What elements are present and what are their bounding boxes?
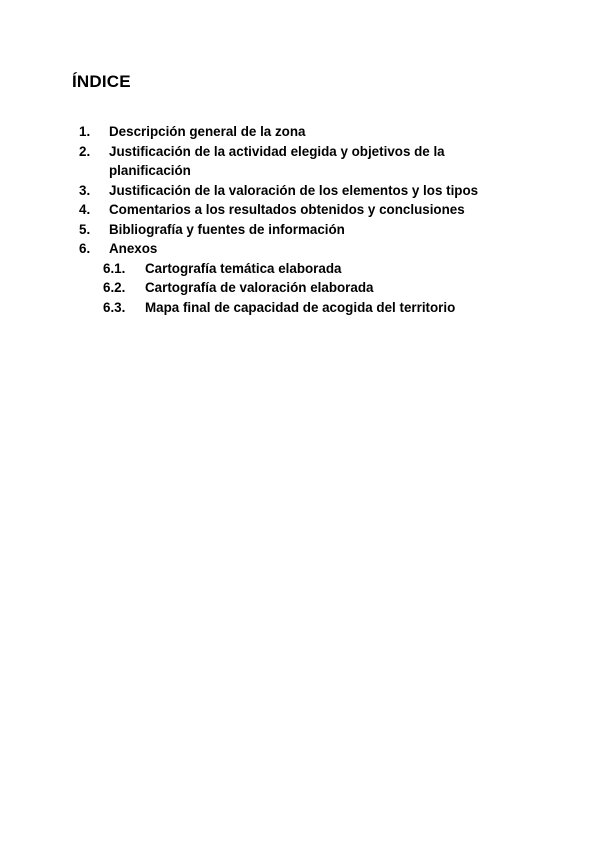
toc-entry-4 — [72, 200, 532, 220]
toc-subentry-6-2 — [72, 278, 532, 298]
toc-entry-label: Comentarios a los resultados obtenidos y conclusiones — [109, 202, 465, 217]
toc-subentry-label: Cartografía temática elaborada — [145, 260, 342, 276]
toc-subentry-number: 6.2. — [103, 280, 126, 295]
table-of-contents — [72, 122, 532, 317]
toc-entry-1 — [72, 122, 532, 142]
toc-entry-5 — [72, 220, 532, 240]
toc-entry-number: 3. — [79, 182, 91, 198]
toc-entry-2 — [72, 142, 532, 181]
toc-entry-number: 5. — [79, 221, 91, 237]
page-title: ÍNDICE — [72, 72, 131, 91]
toc-entry-label: Anexos — [109, 241, 158, 256]
toc-entry-3 — [72, 181, 532, 201]
toc-subentry-6-3 — [72, 298, 532, 318]
toc-subentry-label: Mapa final de capacidad de acogida del territorio — [145, 299, 456, 315]
toc-entry-label: Descripción general de la zona — [109, 124, 306, 139]
toc-entry-number: 4. — [79, 202, 91, 217]
toc-subentry-number: 6.3. — [103, 299, 126, 315]
toc-entry-number: 1. — [79, 124, 91, 139]
toc-entry-label: Justificación de la valoración de los elementos y los tipos — [109, 182, 479, 198]
toc-subentry-number: 6.1. — [103, 260, 126, 276]
toc-entry-number: 2. — [79, 143, 91, 159]
toc-entry-label: Justificación de la actividad elegida y objetivos de la planificación — [109, 143, 445, 178]
toc-entry-number: 6. — [79, 241, 91, 256]
toc-subentry-6-1 — [72, 259, 532, 279]
toc-subentry-label: Cartografía de valoración elaborada — [145, 280, 374, 295]
toc-entry-6 — [72, 239, 532, 259]
toc-entry-label: Bibliografía y fuentes de información — [109, 221, 345, 237]
